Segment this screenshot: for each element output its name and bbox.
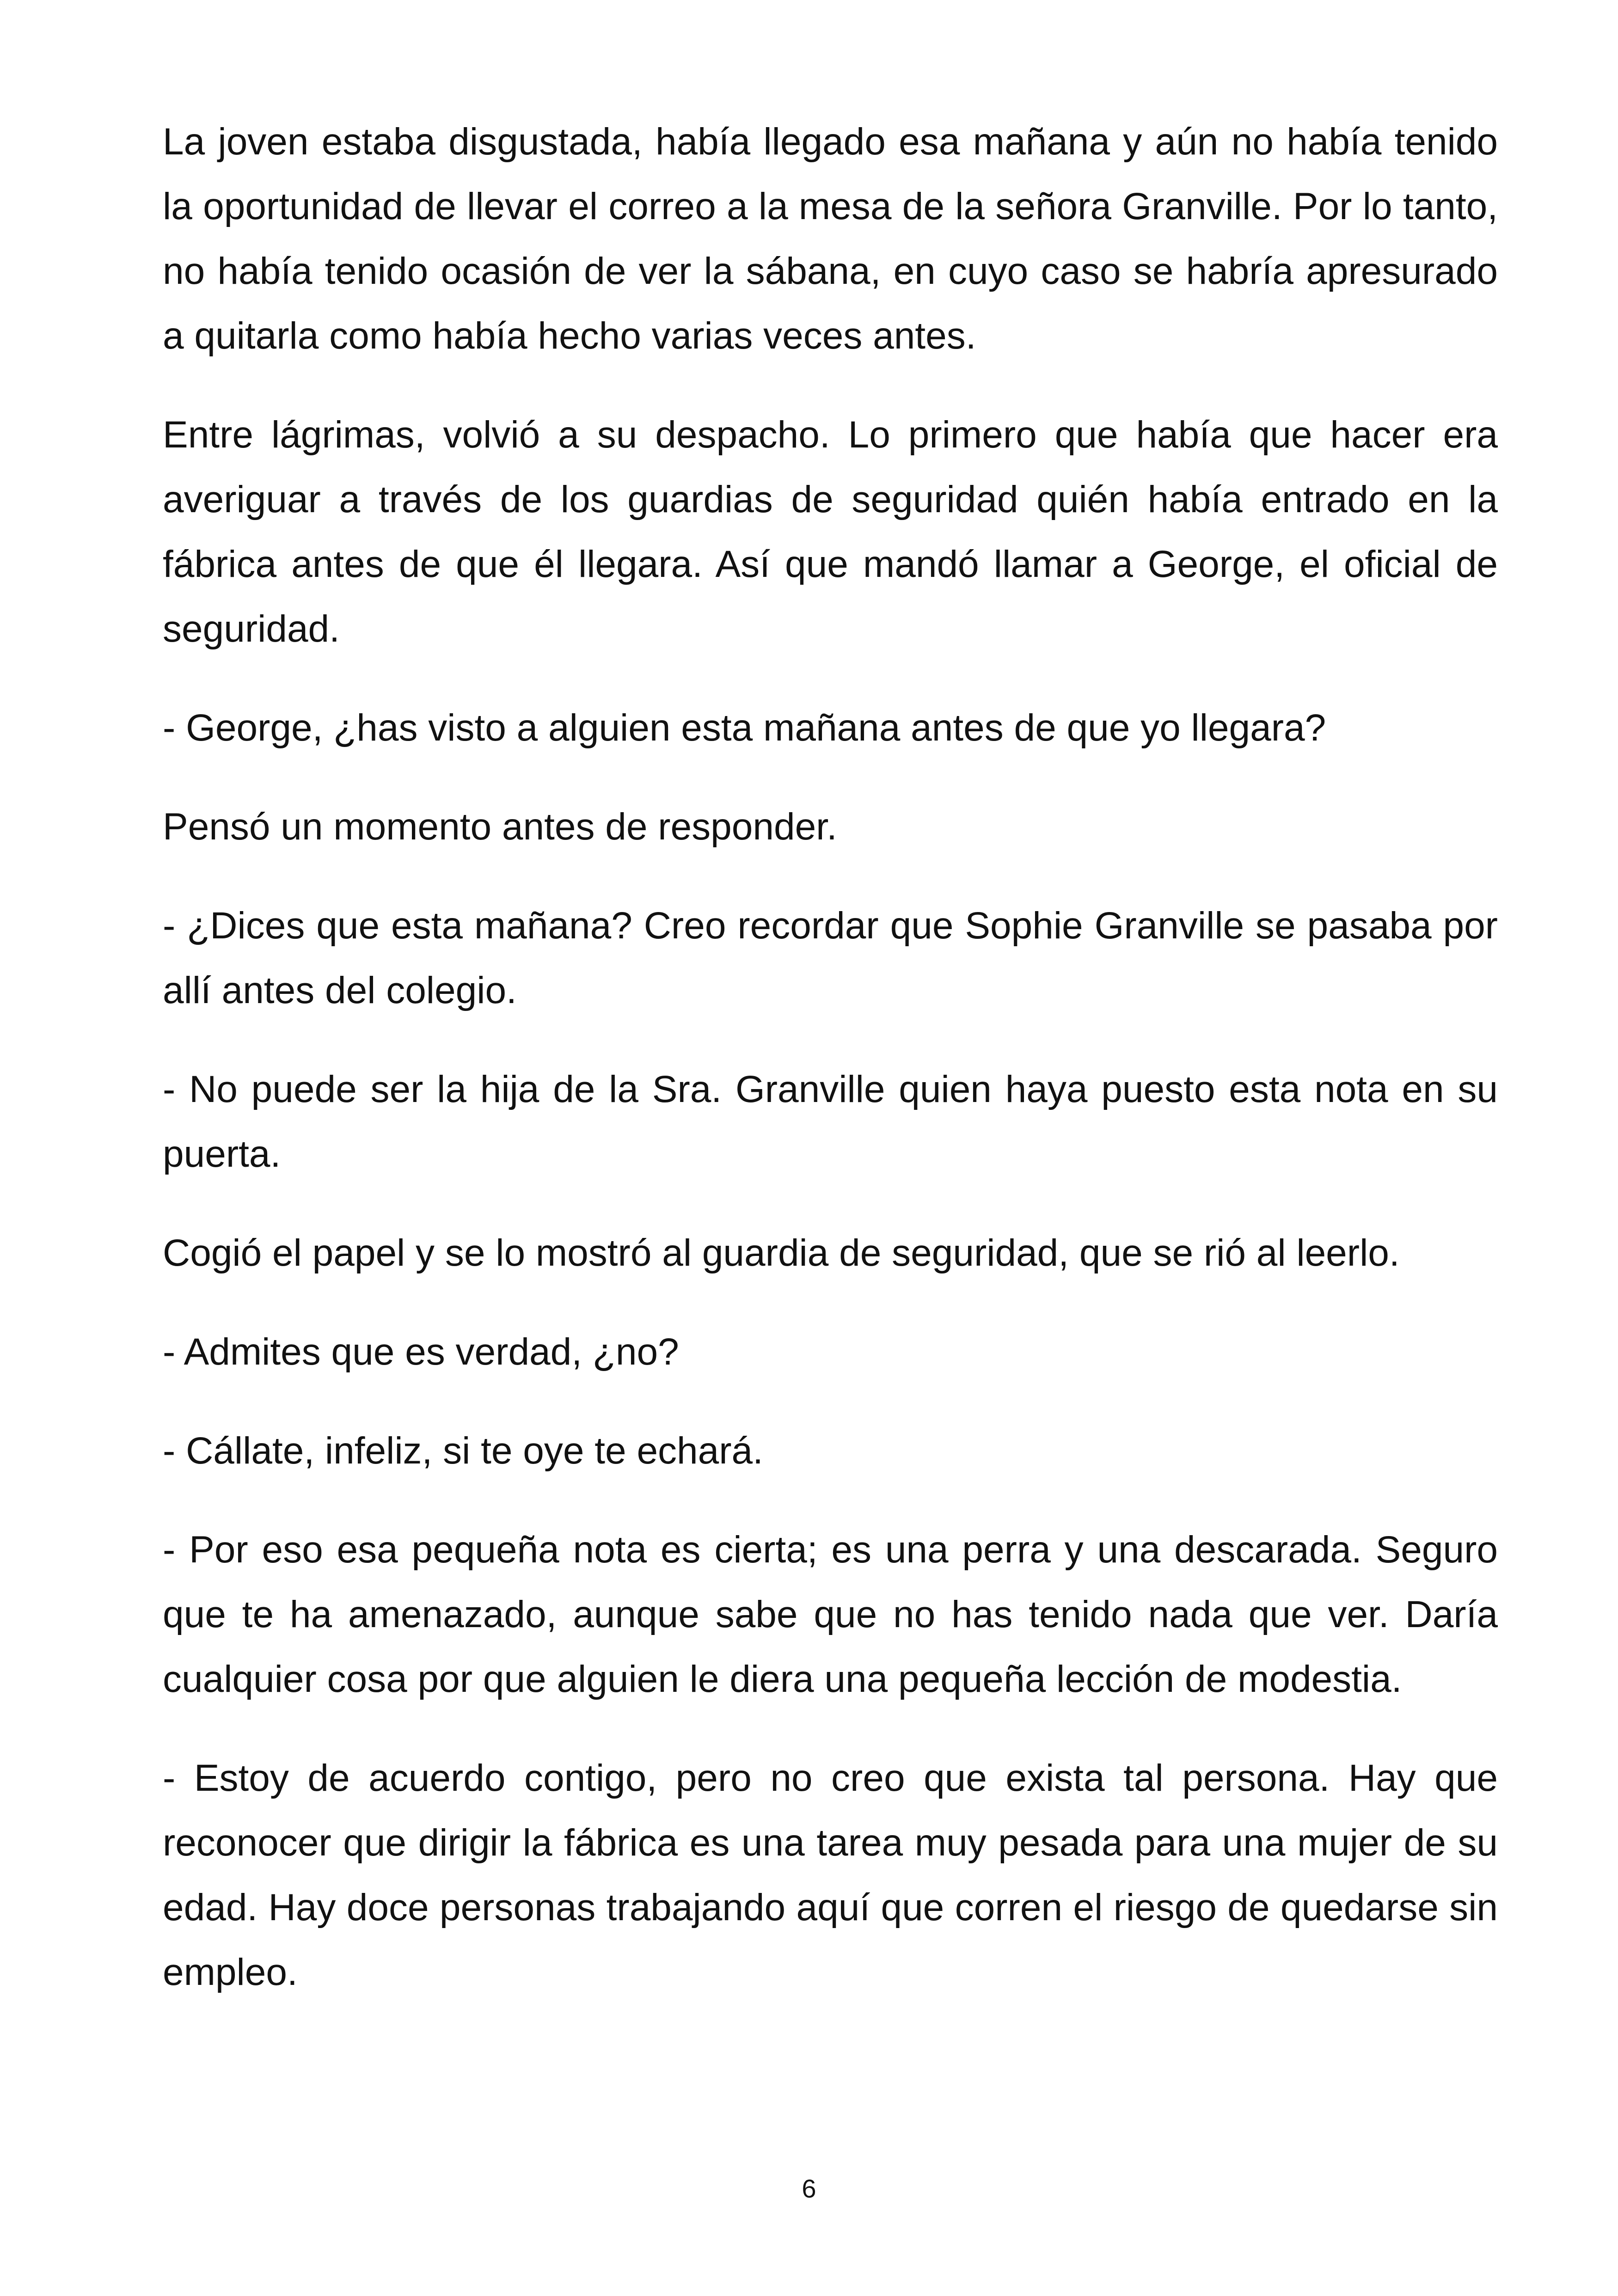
paragraph-2: Entre lágrimas, volvió a su despacho. Lo primero que había que hacer era averiguar a través de los guardias de seguridad quién había entrado en la fábrica antes de que él llegara. Así que mandó llamar a George, el oficial de seguridad. — [163, 414, 1498, 650]
dialogue-paragraph: - Por eso esa pequeña nota es cierta; es una perra y una descarada. Seguro que te ha amenazado, aunque sabe que no has tenido nada que ver. Daría cualquier cosa por que alguien le diera una pequeña lección de modestia. — [163, 1529, 1498, 1700]
page-body — [163, 110, 1498, 2039]
dialogue-paragraph: - Estoy de acuerdo contigo, pero no creo que exista tal persona. Hay que reconocer que dirigir la fábrica es una tarea muy pesada para una mujer de su edad. Hay doce personas trabajando aquí que corren el riesgo de quedarse sin empleo. — [163, 1757, 1498, 1993]
narration-line: Pensó un momento antes de responder. — [163, 806, 837, 848]
narration-line: Cogió el papel y se lo mostró al guardia de seguridad, que se rió al leerlo. — [163, 1232, 1400, 1274]
dialogue-line: - Admites que es verdad, ¿no? — [163, 1331, 679, 1373]
paragraph-1: La joven estaba disgustada, había llegado esa mañana y aún no había tenido la oportunidad de llevar el correo a la mesa de la señora Granville. Por lo tanto, no había tenido ocasión de ver la sábana, en cuyo caso se habría apresurado a quitarla como había hecho varias veces antes. — [163, 121, 1498, 357]
dialogue-line: - Cállate, infeliz, si te oye te echará. — [163, 1430, 763, 1472]
dialogue-line: - No puede ser la hija de la Sra. Granville quien haya puesto esta nota en su puerta. — [163, 1068, 1498, 1175]
dialogue-line: - George, ¿has visto a alguien esta mañana antes de que yo llegara? — [163, 707, 1326, 749]
page-number: 6 — [802, 2174, 816, 2203]
dialogue-line: - ¿Dices que esta mañana? Creo recordar que Sophie Granville se pasaba por allí antes del colegio. — [163, 905, 1498, 1011]
